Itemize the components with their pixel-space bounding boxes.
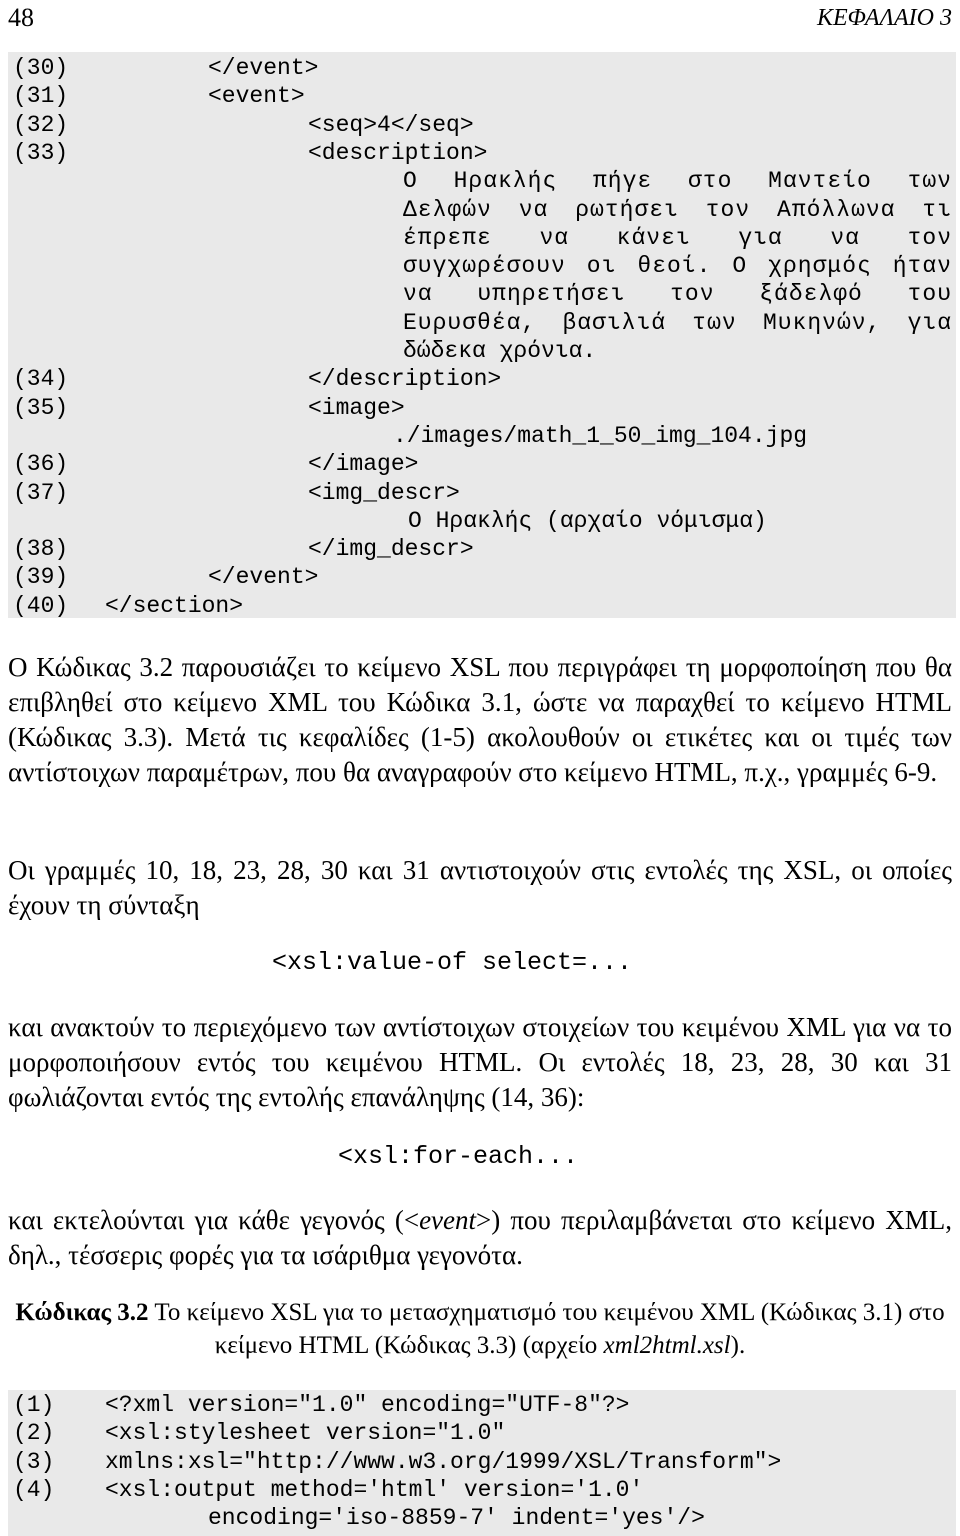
line-number: (39): [13, 564, 69, 591]
paragraph-text-end: >) που περιλαμβάνεται στο κείμενο XML, δηλ., τέσσερις φορές για τα ισάριθμα γεγονότα.: [8, 1205, 952, 1270]
code-line: </event>: [208, 55, 319, 81]
line-number: (4): [13, 1476, 55, 1503]
code-line: </img_descr>: [308, 536, 474, 563]
line-number: (3): [13, 1448, 55, 1475]
code-line: ./images/math_1_50_img_104.jpg: [393, 422, 808, 449]
code-line: <event>: [208, 83, 305, 110]
line-number: (30): [13, 55, 69, 81]
code-line: Ευρυσθέα, βασιλιά των Μυκηνών, για: [403, 309, 952, 336]
code-value-of: <xsl:value-of select=...: [272, 948, 633, 977]
code-line: <xsl:output method='html' version='1.0': [105, 1476, 644, 1503]
line-number: (38): [13, 536, 69, 563]
paragraph-for-each: [8, 1203, 952, 1273]
code-listing-xml: [8, 52, 956, 618]
caption-filename: xml2html.xsl: [603, 1332, 731, 1359]
code-line: Δελφών να ρωτήσει τον Απόλλωνα τι: [403, 196, 952, 223]
code-line: </description>: [308, 366, 502, 393]
code-line: συγχωρέσουν οι θεοί. Ο χρησμός ήταν: [403, 253, 952, 280]
page-number: 48: [8, 3, 34, 32]
paragraph-text: και εκτελούνται για κάθε γεγονός (<: [8, 1205, 420, 1235]
line-number: (31): [13, 83, 69, 110]
code-line: <img_descr>: [308, 479, 460, 506]
code-for-each: <xsl:for-each...: [338, 1142, 579, 1171]
line-number: (32): [13, 111, 69, 138]
paragraph-intro: Ο Κώδικας 3.2 παρουσιάζει το κείμενο XSL που περιγράφει τη μορφοποίηση που θα επιβληθεί στο κείμενο XML του Κώδικα 3.1, ώστε να παραχθεί το κείμενο HTML (Κώδικας 3.3). Μετά τις κεφαλίδες (1-5) ακολουθούν οι ετικέτες και οι τιμές των αντίστοιχων παραμέτρων, που θα αναγραφούν στο κείμενο HTML, π.χ., γραμμές 6-9.: [8, 652, 952, 787]
line-number: (40): [13, 592, 69, 619]
code-line: xmlns:xsl="http://www.w3.org/1999/XSL/Transform">: [105, 1448, 782, 1475]
code-line: <description>: [308, 139, 488, 166]
code-caption: [8, 1296, 952, 1362]
line-number: (33): [13, 139, 69, 166]
line-number: (36): [13, 451, 69, 478]
caption-end: ).: [730, 1332, 746, 1359]
code-line: να υπηρετήσει τον ξάδελφό του: [403, 281, 952, 308]
code-line: <xsl:stylesheet version="1.0": [105, 1420, 506, 1447]
code-line: Ο Ηρακλής (αρχαίο νόμισμα): [408, 507, 767, 534]
code-line: <image>: [308, 394, 405, 421]
page-header: [8, 0, 952, 36]
line-number: (34): [13, 366, 69, 393]
event-tag: event: [419, 1205, 477, 1235]
code-line: <?xml version="1.0" encoding="UTF-8"?>: [105, 1392, 630, 1418]
line-number: (1): [13, 1392, 55, 1418]
line-number: (37): [13, 479, 69, 506]
paragraph-retrieve: και ανακτούν το περιεχόμενο των αντίστοιχων στοιχείων του κειμένου XML για να το μορφοποιήσουν εντός του κειμένου HTML. Οι εντολές 18, 23, 28, 30 και 31 φωλιάζονται εντός της εντολής επανάληψης (14, 36):: [8, 1012, 952, 1112]
code-line: δώδεκα χρόνια.: [403, 338, 597, 364]
paragraph-value-of: Οι γραμμές 10, 18, 23, 28, 30 και 31 αντιστοιχούν στις εντολές της XSL, οι οποίες έχουν τη σύνταξη: [8, 855, 952, 920]
caption-text: Το κείμενο XSL για το μετασχηματισμό του κειμένου XML (Κώδικας 3.1) στο κείμενο HTML (Κώδικας 3.3) (αρχείο: [148, 1299, 945, 1359]
code-line: <seq>4</seq>: [308, 111, 474, 138]
line-number: (35): [13, 394, 69, 421]
code-line: </image>: [308, 451, 419, 478]
chapter-title: ΚΕΦΑΛΑΙΟ 3: [816, 4, 952, 31]
code-line: έπρεπε να κάνει για να τον: [403, 224, 952, 251]
line-number: (2): [13, 1420, 55, 1447]
code-line: </section>: [105, 592, 244, 619]
code-line: </event>: [208, 564, 319, 591]
caption-label: Κώδικας 3.2: [15, 1299, 149, 1326]
code-line: encoding='iso-8859-7' indent='yes'/>: [208, 1505, 705, 1532]
code-listing-xsl: [8, 1390, 956, 1536]
code-line: Ο Ηρακλής πήγε στο Μαντείο των: [403, 168, 952, 195]
